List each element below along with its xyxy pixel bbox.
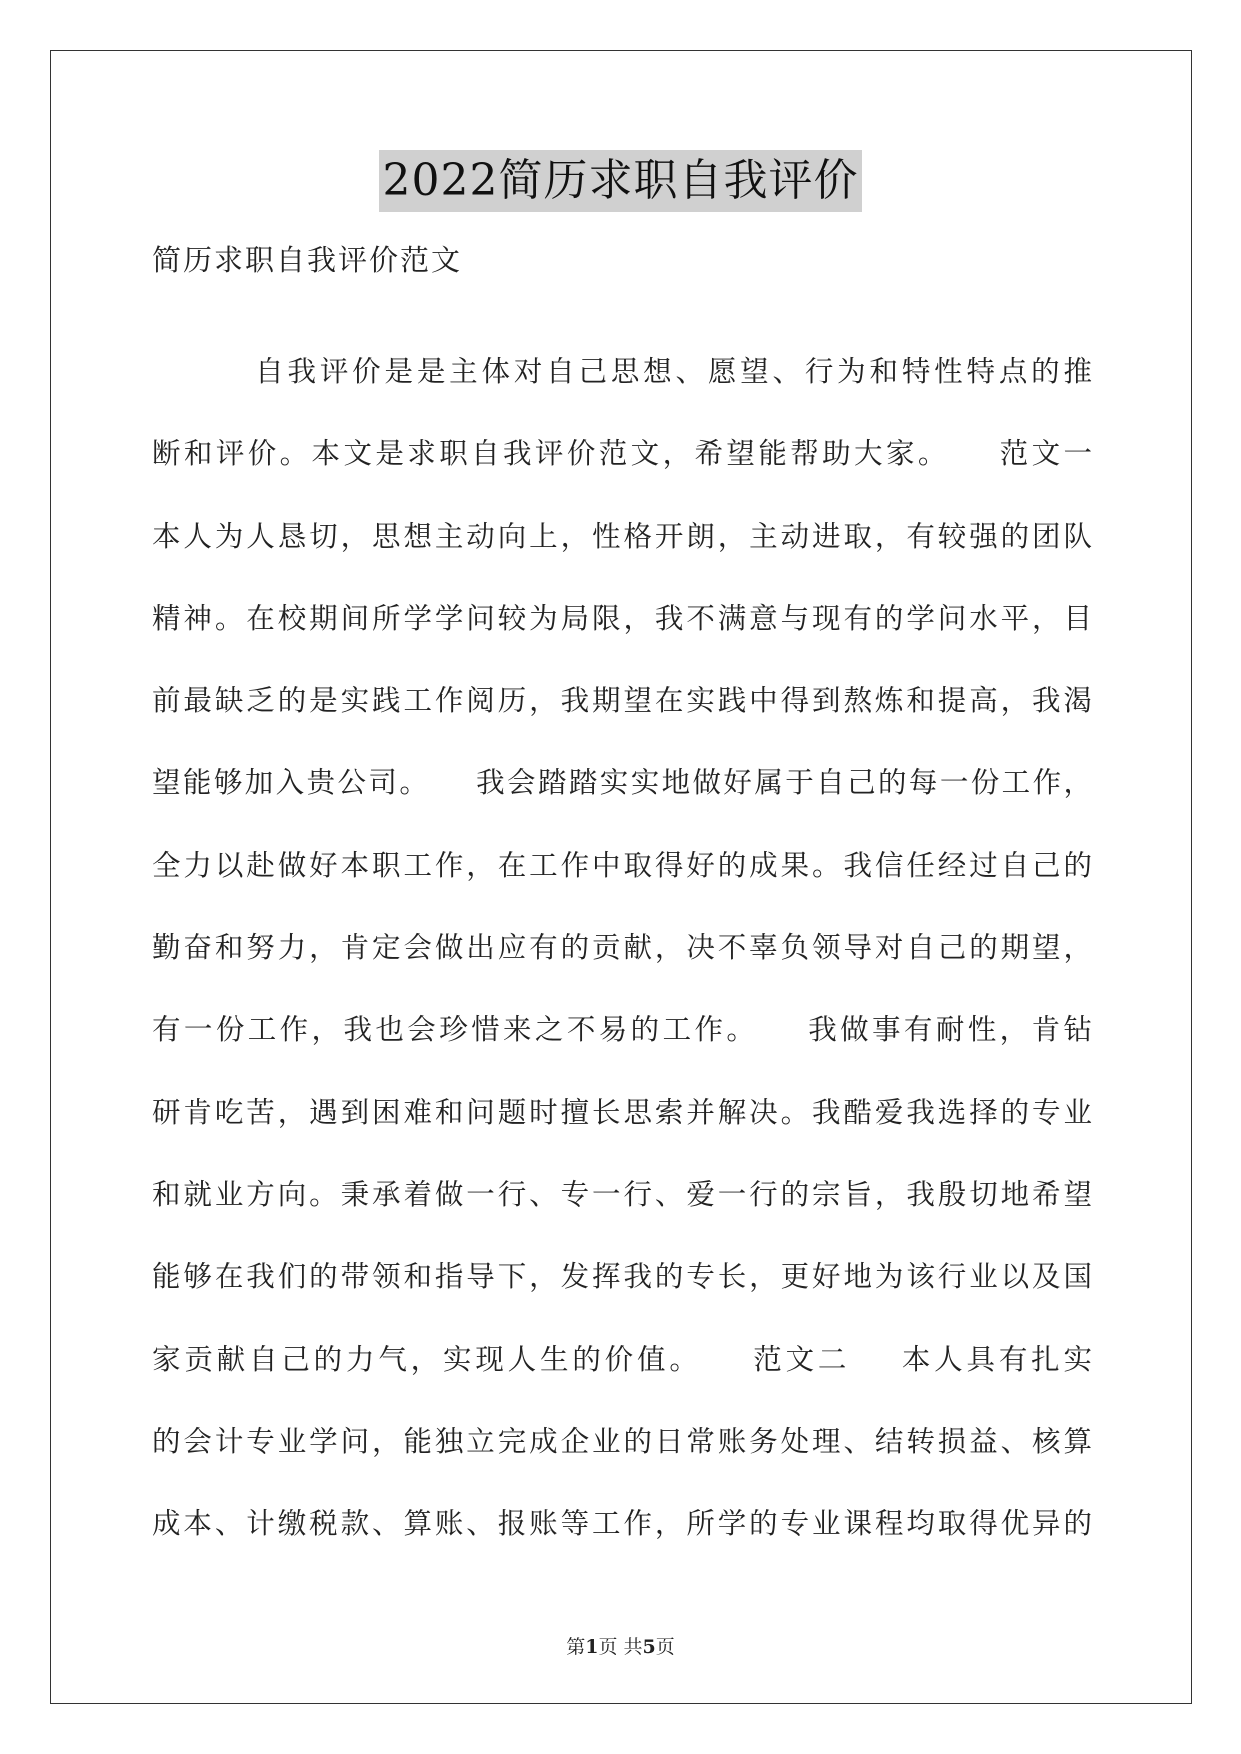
body-line: 本人为人恳切，思想主动向上，性格开朗，主动进取，有较强的团队 bbox=[152, 519, 1092, 553]
title-container bbox=[0, 150, 1241, 212]
body-line: 望能够加入贵公司。 我会踏踏实实地做好属于自己的每一份工作， bbox=[152, 766, 1092, 800]
footer-suffix: 页 bbox=[655, 1636, 675, 1658]
footer-total-pages: 5 bbox=[642, 1636, 656, 1658]
body-line: 研肯吃苦，遇到困难和问题时擅长思索并解决。我酷爱我选择的专业 bbox=[152, 1095, 1092, 1129]
document-title: 2022简历求职自我评价 bbox=[379, 150, 863, 212]
footer-prefix: 第 bbox=[566, 1636, 586, 1658]
body-line: 勤奋和努力，肯定会做出应有的贡献，决不辜负领导对自己的期望， bbox=[152, 931, 1092, 965]
footer-page-number: 1 bbox=[585, 1636, 599, 1658]
body-line: 全力以赴做好本职工作，在工作中取得好的成果。我信任经过自己的 bbox=[152, 848, 1092, 882]
body-line: 断和评价。本文是求职自我评价范文，希望能帮助大家。 范文一 bbox=[152, 437, 1092, 471]
body-line: 的会计专业学问，能独立完成企业的日常账务处理、结转损益、核算 bbox=[152, 1424, 1092, 1458]
body-line: 精神。在校期间所学学问较为局限，我不满意与现有的学问水平，目 bbox=[152, 601, 1092, 635]
body-line: 和就业方向。秉承着做一行、专一行、爱一行的宗旨，我殷切地希望 bbox=[152, 1177, 1092, 1211]
body-line: 有一份工作，我也会珍惜来之不易的工作。 我做事有耐性，肯钻 bbox=[152, 1013, 1092, 1047]
body-line: 自我评价是是主体对自己思想、愿望、行为和特性特点的推 bbox=[152, 355, 1092, 388]
page-footer bbox=[0, 1634, 1241, 1660]
body-line: 能够在我们的带领和指导下，发挥我的专长，更好地为该行业以及国 bbox=[152, 1260, 1092, 1294]
body-line: 前最缺乏的是实践工作阅历，我期望在实践中得到熬炼和提高，我渴 bbox=[152, 684, 1092, 718]
document-subtitle: 简历求职自我评价范文 bbox=[152, 243, 463, 277]
body-text bbox=[152, 352, 1092, 1586]
body-line: 成本、计缴税款、算账、报账等工作，所学的专业课程均取得优异的 bbox=[152, 1507, 1092, 1541]
body-line: 家贡献自己的力气，实现人生的价值。 范文二 本人具有扎实 bbox=[152, 1342, 1092, 1376]
footer-mid: 页 共 bbox=[598, 1636, 643, 1658]
